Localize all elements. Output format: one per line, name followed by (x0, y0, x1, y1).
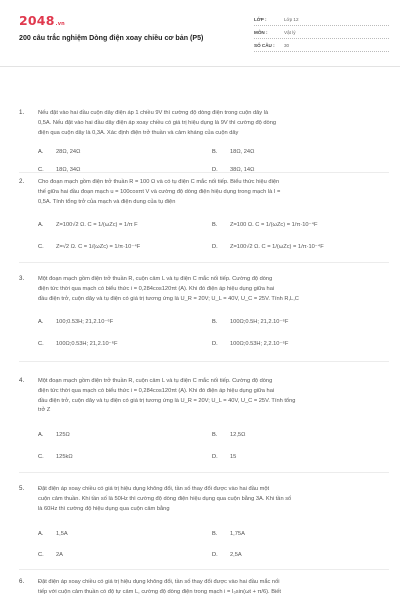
question-number: 2. (19, 178, 25, 185)
option-label: A. (38, 531, 44, 537)
option-c[interactable] (38, 552, 63, 558)
option-text: Z=√2 Ω. C = 1/(ωZc) = 1/π·10⁻⁴F (56, 244, 141, 250)
option-label: C. (38, 454, 44, 460)
option-b[interactable] (212, 531, 245, 537)
option-d[interactable] (212, 552, 242, 558)
question-line: đầu điện trở, cuộn dây và tụ điện có giá trị tương ứng là U_R = 20V; U_L = 40V, U_C = 25V. Tính tổng (38, 397, 296, 404)
question-separator (19, 172, 389, 173)
option-a[interactable] (38, 319, 113, 325)
question-line: trở Z (38, 407, 51, 414)
question-number: 1. (19, 109, 25, 116)
question-separator (19, 472, 389, 473)
option-text: 100;0.53H; 21,2.10⁻⁶F (56, 319, 114, 325)
option-b[interactable] (212, 222, 317, 228)
question-line: Cho đoạn mạch gồm điện trở thuần R = 100 Ω và có tụ điện C mắc nối tiếp. Biểu thức hiệu điện (38, 179, 280, 185)
option-a[interactable] (38, 222, 138, 228)
option-label: C. (38, 552, 44, 558)
option-c[interactable] (38, 341, 117, 347)
option-b[interactable] (212, 149, 254, 155)
option-text: 2,5A (230, 552, 242, 558)
meta-subject (254, 27, 389, 39)
option-text: Z=100√2 Ω. C = 1/(ωZc) = 1/π·10⁻⁴F (230, 244, 324, 250)
option-label: C. (38, 167, 44, 173)
option-label: A. (38, 432, 44, 438)
question-text (38, 377, 388, 416)
question-number: 6. (19, 578, 25, 585)
question-line: Một đoạn mạch gồm điện trở thuần R, cuộn cảm L và tụ điện C mắc nối tiếp. Cường độ dòng (38, 276, 273, 282)
option-a[interactable] (38, 432, 70, 438)
option-text: 125kΩ (56, 454, 73, 460)
meta-value: Lớp 12 (284, 17, 299, 22)
option-text: Z=100√2 Ω. C = 1/(ωZc) = 1/π F (56, 222, 138, 228)
option-label: A. (38, 319, 44, 325)
question-line: thế giữa hai đầu đoạn mạch u = 100cosπt V và cường độ dòng điện hiệu dụng trong mạch là I = (38, 188, 281, 195)
option-text: 100Ω;0.53H; 21,2.10⁻⁶F (56, 341, 118, 347)
meta-question-count (254, 40, 389, 52)
option-label: D. (212, 244, 218, 250)
question-text (38, 178, 388, 207)
question-line: cuộn cảm thuần. Khi tần số là 50Hz thì cường độ dòng điện hiệu dụng qua cuộn bằng 3A. Khi tần số (38, 495, 292, 502)
question-line: 0,5A. Nếu đặt vào hai đầu dây điện áp xoay chiều có giá trị hiệu dụng là 9V thì cường độ dòng (38, 119, 277, 126)
option-text: Z=100 Ω. C = 1/(ωZc) = 1/π·10⁻⁴F (230, 222, 318, 228)
document-header (0, 0, 400, 66)
question-line: Đặt điện áp xoay chiều có giá trị hiệu dụng không đổi, tần số thay đổi được vào hai đầu mắc nối (38, 579, 280, 585)
option-d[interactable] (212, 244, 324, 250)
option-text: 38Ω, 14Ω (230, 167, 255, 173)
option-text: 28Ω, 24Ω (56, 149, 81, 155)
option-label: B. (212, 222, 218, 228)
option-text: 125Ω (56, 432, 70, 438)
option-a[interactable] (38, 149, 80, 155)
meta-class (254, 14, 389, 26)
option-text: 18Ω, 34Ω (56, 167, 81, 173)
question-line: điện tức thời qua mạch có biểu thức i = 0,284cos120πt (A). Khi đó điện áp hiệu dụng giữa hai (38, 285, 275, 292)
question-line: 0,5A. Tính tổng trở của mạch và điện dung của tụ điện (38, 198, 176, 205)
header-divider (0, 66, 400, 67)
question-line: Đặt điện áp xoay chiều có giá trị hiệu dụng không đổi, tần số thay đổi được vào hai đầu một (38, 486, 270, 492)
option-label: D. (212, 552, 218, 558)
option-d[interactable] (212, 454, 236, 460)
option-label: B. (212, 531, 218, 537)
option-label: A. (38, 149, 44, 155)
meta-key: LỚP : (254, 17, 267, 22)
option-text: 1,75A (230, 531, 245, 537)
option-c[interactable] (38, 454, 73, 460)
document-title: 200 câu trắc nghiệm Dòng điện xoay chiều cơ bản (P5) (19, 34, 204, 42)
option-label: C. (38, 341, 44, 347)
question-number: 3. (19, 275, 25, 282)
option-label: B. (212, 432, 218, 438)
logo-suffix: .vn (55, 21, 65, 27)
option-text: 15 (230, 454, 237, 460)
option-text: 12,5Ω (230, 432, 246, 438)
question-line: điện tức thời qua mạch có biểu thức i = 0,284cos120πt (A). Khi đó điện áp hiệu dụng giữa hai (38, 387, 275, 394)
meta-key: MÔN : (254, 30, 268, 35)
question-text (38, 109, 388, 138)
question-separator (19, 569, 389, 570)
option-b[interactable] (212, 432, 245, 438)
question-line: Nếu đặt vào hai đầu cuộn dây điện áp 1 chiều 9V thì cường độ dòng điện trong cuộn dây là (38, 110, 269, 116)
question-separator (19, 262, 389, 263)
question-text (38, 275, 388, 304)
option-label: D. (212, 341, 218, 347)
meta-value: 30 (284, 43, 290, 48)
meta-value: Vật lý (284, 30, 296, 35)
option-text: 2A (56, 552, 63, 558)
question-line: đầu điện trở, cuộn dây và tụ điện có giá trị tương ứng là U_R = 20V; U_L = 40V, U_C = 25V. Tính R,L,C (38, 295, 299, 302)
question-line: là 60Hz thì cường độ hiệu dụng qua cuộn cảm bằng (38, 505, 170, 512)
question-text (38, 578, 388, 598)
option-label: C. (38, 244, 44, 250)
option-label: D. (212, 454, 218, 460)
site-logo[interactable] (19, 13, 65, 28)
question-text (38, 485, 388, 514)
option-label: B. (212, 149, 218, 155)
logo-text: 2048 (19, 13, 55, 28)
option-label: D. (212, 167, 218, 173)
option-b[interactable] (212, 319, 288, 325)
meta-key: SỐ CÂU : (254, 43, 275, 48)
option-d[interactable] (212, 341, 288, 347)
question-separator (19, 361, 389, 362)
question-line: tiếp với cuộn cảm thuần có độ tự cảm L, cường độ dòng điện trong mạch i = I₀sin(ωt + π/6). Biết (38, 588, 281, 595)
option-text: 100Ω;0.5H; 21,2.10⁻⁶F (230, 319, 289, 325)
question-line: Một đoạn mạch gồm điện trở thuần R, cuộn cảm L và tụ điện C mắc nối tiếp. Cường độ dòng (38, 378, 273, 384)
option-text: 1,5A (56, 531, 68, 537)
option-label: A. (38, 222, 44, 228)
option-text: 18Ω, 24Ω (230, 149, 255, 155)
option-text: 100Ω;0.53H; 2,2.10⁻⁶F (230, 341, 289, 347)
question-line: điện qua cuộn dây là 0,3A. Xác định điện trở thuần và cảm kháng của cuộn dây (38, 129, 239, 136)
question-number: 5. (19, 485, 25, 492)
option-a[interactable] (38, 531, 68, 537)
option-c[interactable] (38, 244, 140, 250)
question-number: 4. (19, 377, 25, 384)
option-label: B. (212, 319, 218, 325)
